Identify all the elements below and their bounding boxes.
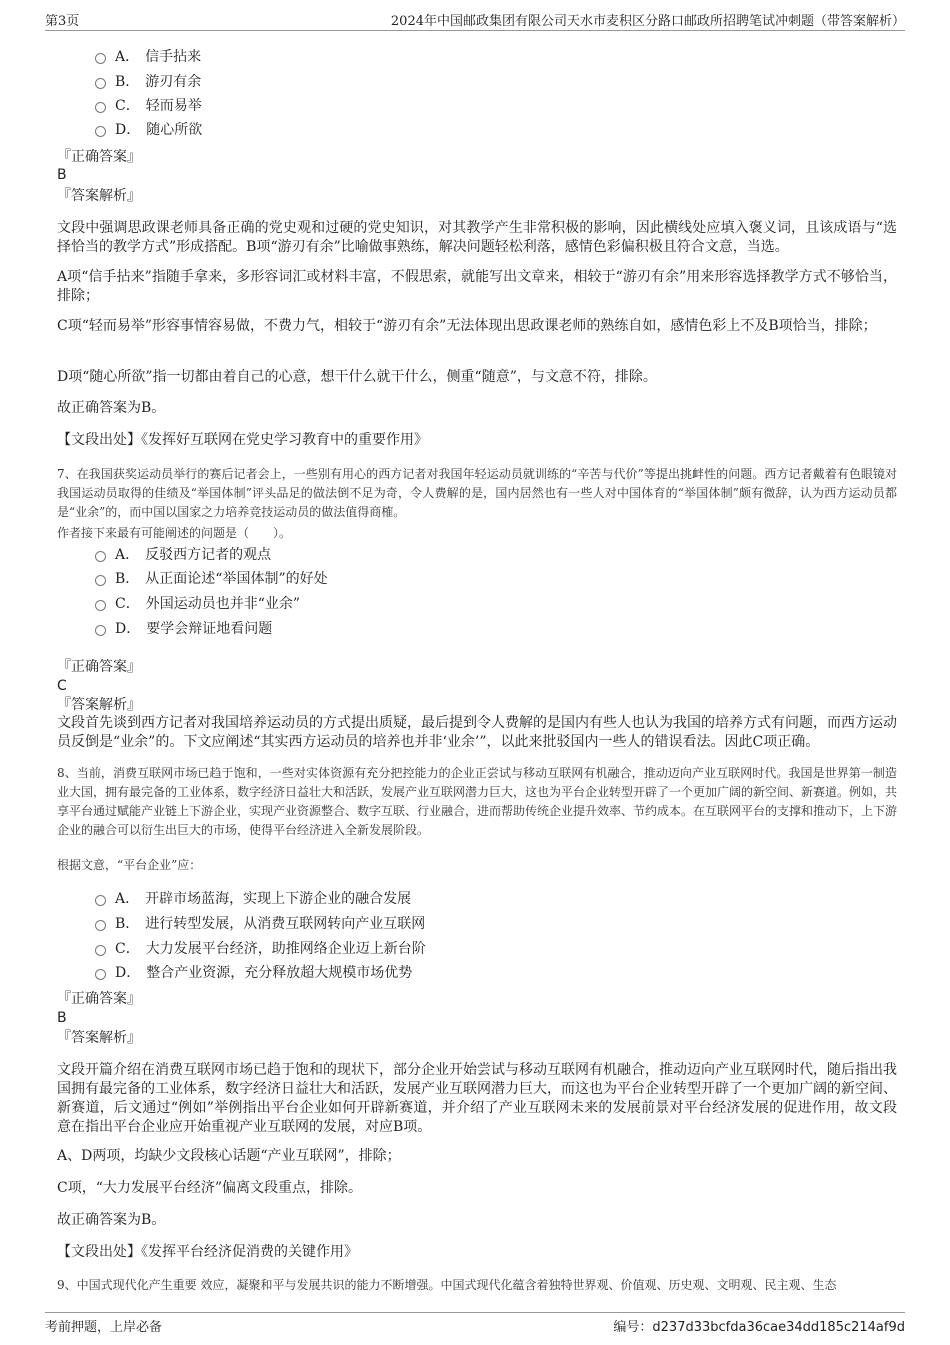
code-value: d237d33bcfda36cae34dd185c214af9d bbox=[652, 1320, 905, 1335]
q8-analysis-p3: C项，“大力发展平台经济”偏离文段重点，排除。 bbox=[57, 1180, 363, 1196]
q7-analysis-label: 『答案解析』 bbox=[57, 697, 141, 713]
radio-icon[interactable] bbox=[95, 575, 106, 586]
radio-icon[interactable] bbox=[95, 600, 106, 611]
q6-analysis-label: 『答案解析』 bbox=[57, 188, 141, 204]
q9-stem: 9、中国式现代化产生重要 效应，凝聚和平与发展共识的能力不断增强。中国式现代化蕴含着独特世界观、价值观、历史观、文明观、民主观、生态 bbox=[57, 1278, 837, 1292]
q8-analysis-p4: 故正确答案为B。 bbox=[57, 1212, 166, 1228]
q8-analysis-p2: A、D两项，均缺少文段核心话题“产业互联网”，排除； bbox=[57, 1148, 401, 1164]
q6-source: 【文段出处】《发挥好互联网在党史学习教育中的重要作用》 bbox=[57, 432, 428, 448]
radio-icon[interactable] bbox=[95, 920, 106, 931]
radio-icon[interactable] bbox=[95, 102, 106, 113]
q8-source: 【文段出处】《发挥平台经济促消费的关键作用》 bbox=[57, 1244, 358, 1260]
q8-answer-label: 『正确答案』 bbox=[57, 991, 141, 1007]
q7-option-b[interactable]: B． 从正面论述“举国体制”的好处 bbox=[95, 567, 328, 589]
q6-option-c[interactable]: C． 轻而易举 bbox=[95, 94, 202, 116]
q6-analysis-p3: C项“轻而易举”形容事情容易做，不费力气，相较于“游刃有余”无法体现出思政课老师的熟练自如，感情色彩上不及B项恰当，排除； bbox=[57, 318, 877, 334]
q7-option-a[interactable]: A． 反驳西方记者的观点 bbox=[95, 543, 271, 565]
footer-slogan: 考前押题，上岸必备 bbox=[45, 1320, 163, 1335]
q7-analysis: 文段首先谈到西方记者对我国培养运动员的方式提出质疑，最后提到令人费解的是国内有些人也认为我国的培养方式有问题，而西方运动员反倒是“业余”的。下文应阐述“其实西方运动员的培养也并非‘业余’”，以此来批驳国内一些人的错误看法。因此C项正确。 bbox=[57, 715, 897, 750]
q7-option-d[interactable]: D． 要学会辩证地看问题 bbox=[95, 617, 272, 639]
q6-analysis-p2: A项“信手拈来”指随手拿来，多形容词汇或材料丰富，不假思索，就能写出文章来，相较于“游刃有余”用来形容选择教学方式不够恰当，排除； bbox=[57, 269, 897, 304]
q8-option-c[interactable]: C． 大力发展平台经济，助推网络企业迈上新台阶 bbox=[95, 937, 426, 959]
q8-answer: B bbox=[57, 1010, 67, 1026]
q8-analysis-label: 『答案解析』 bbox=[57, 1030, 141, 1046]
radio-icon[interactable] bbox=[95, 895, 106, 906]
document-title: 2024年中国邮政集团有限公司天水市麦积区分路口邮政所招聘笔试冲刺题（带答案解析） bbox=[390, 14, 905, 29]
q7-question: 作者接下来最有可能阐述的问题是（ ）。 bbox=[57, 526, 292, 540]
q8-analysis-p1: 文段开篇介绍在消费互联网市场已趋于饱和的现状下，部分企业开始尝试与移动互联网有机融合，推动迈向产业互联网时代，随后指出我国拥有最完备的工业体系，数字经济日益壮大和活跃，发展产业互联网潜力巨大，而这也为平台企业转型开辟了一个更加广阔的新空间、新赛道，后文通过“例如”举例指出平台企业如何开辟新赛道，并介绍了产业互联网未来的发展前景对平台经济发展的促进作用，故文段意在指出平台企业应开始重视产业互联网的发展，对应B项。 bbox=[57, 1062, 897, 1135]
radio-icon[interactable] bbox=[95, 945, 106, 956]
page-header bbox=[45, 8, 905, 31]
page-footer bbox=[45, 1312, 905, 1335]
q6-answer: B bbox=[57, 167, 67, 183]
document-code bbox=[613, 1316, 905, 1335]
q7-answer-label: 『正确答案』 bbox=[57, 659, 141, 675]
q7-option-c[interactable]: C． 外国运动员也并非“业余” bbox=[95, 592, 300, 614]
radio-icon[interactable] bbox=[95, 625, 106, 636]
radio-icon[interactable] bbox=[95, 126, 106, 137]
q8-option-a[interactable]: A． 开辟市场蓝海，实现上下游企业的融合发展 bbox=[95, 887, 411, 909]
page-number: 第3页 bbox=[45, 14, 80, 29]
q8-option-d[interactable]: D． 整合产业资源，充分释放超大规模市场优势 bbox=[95, 961, 412, 983]
q8-option-b[interactable]: B． 进行转型发展，从消费互联网转向产业互联网 bbox=[95, 912, 425, 934]
q6-option-a[interactable]: A． 信手拈来 bbox=[95, 45, 201, 67]
q7-answer: C bbox=[57, 678, 67, 694]
q6-analysis-p4: D项“随心所欲”指一切都由着自己的心意，想干什么就干什么，侧重“随意”，与文意不符，排除。 bbox=[57, 369, 657, 385]
q6-analysis-p1: 文段中强调思政课老师具备正确的党史观和过硬的党史知识，对其教学产生非常积极的影响，因此横线处应填入褒义词，且该成语与“选择恰当的教学方式”形成搭配。B项“游刃有余”比喻做事熟练，解决问题轻松利落，感情色彩偏积极且符合文意，当选。 bbox=[57, 220, 897, 255]
radio-icon[interactable] bbox=[95, 53, 106, 64]
q6-option-b[interactable]: B． 游刃有余 bbox=[95, 70, 201, 92]
radio-icon[interactable] bbox=[95, 78, 106, 89]
radio-icon[interactable] bbox=[95, 969, 106, 980]
q6-answer-label: 『正确答案』 bbox=[57, 149, 141, 165]
q7-stem: 7、在我国获奖运动员举行的赛后记者会上，一些别有用心的西方记者对我国年轻运动员就训练的“辛苦与代价”等提出挑衅性的问题。西方记者戴着有色眼镜对我国运动员取得的佳绩及“举国体制”评头品足的做法倒不足为奇，令人费解的是，国内居然也有一些人对中国体育的“举国体制”颇有微辞，认为西方运动员都是“业余”的，而中国以国家之力培养竞技运动员的做法值得商榷。 bbox=[57, 467, 897, 519]
q8-stem: 8、当前，消费互联网市场已趋于饱和，一些对实体资源有充分把控能力的企业正尝试与移动互联网有机融合，推动迈向产业互联网时代。我国是世界第一制造业大国，拥有最完备的工业体系，数字经济日益壮大和活跃，发展产业互联网潜力巨大，这也为平台企业转型开辟了一个更加广阔的新空间、新赛道。例如，共享平台通过赋能产业链上下游企业，实现产业资源整合、数字互联、行业融合，进而帮助传统企业提升效率、节约成本。在互联网平台的支撑和推动下，上下游企业的融合可以衍生出巨大的市场，使得平台经济进入全新发展阶段。 bbox=[57, 766, 898, 837]
q8-question: 根据文意，“平台企业”应： bbox=[57, 858, 202, 872]
code-label: 编号： bbox=[613, 1320, 653, 1335]
radio-icon[interactable] bbox=[95, 551, 106, 562]
q6-analysis-p5: 故正确答案为B。 bbox=[57, 400, 166, 416]
q6-option-d[interactable]: D． 随心所欲 bbox=[95, 118, 202, 140]
